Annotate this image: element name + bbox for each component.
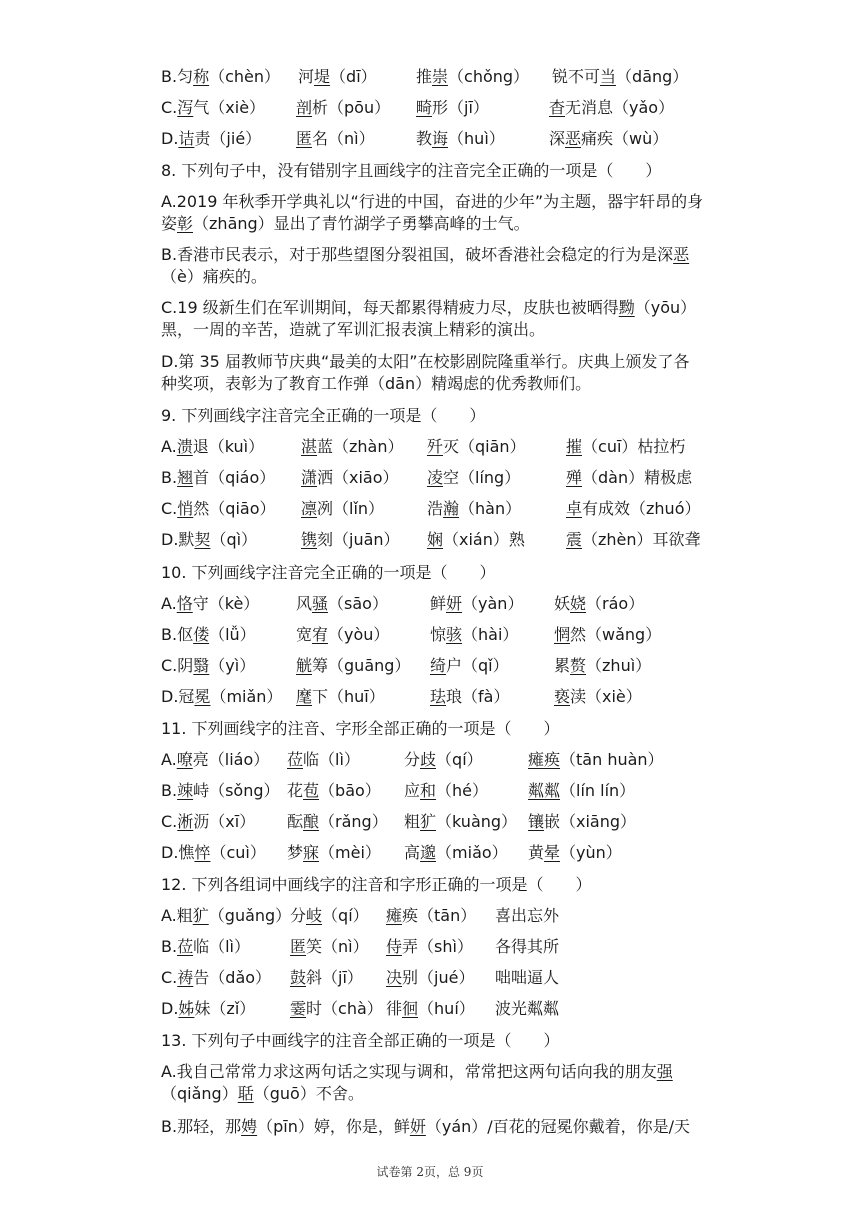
q7-option-c-item-2: 剖析（pōu） <box>296 98 391 117</box>
q7-option-d-item-2: 匿名（nì） <box>296 129 375 148</box>
q11-option-c-item-4: 镶嵌（xiāng） <box>528 812 637 831</box>
q11-option-a-item-4: 瘫痪（tān huàn） <box>528 750 664 769</box>
q11-option-d-item-2: 梦寐（mèi） <box>287 843 381 862</box>
q11-option-b-item-3: 应和（hé） <box>404 781 489 800</box>
q12-option-b-item-1: B.莅临（lì） <box>161 937 250 956</box>
q12-option-b-item-3: 侍弄（shì） <box>386 937 473 956</box>
q8-option-d-line1: D.第 35 届教师节庆典“最美的太阳”在校影剧院隆重举行。庆典上颁发了各 <box>161 352 690 371</box>
q12-option-c-item-4: 咄咄逼人 <box>495 968 560 987</box>
q12-option-c-item-2: 鼓斜（jī） <box>290 968 363 987</box>
q9-option-a-item-3: 歼灭（qiān） <box>427 437 526 456</box>
q9-option-b-item-3: 凌空（líng） <box>427 468 521 487</box>
q12-option-b-item-2: 匿笑（nì） <box>290 937 369 956</box>
q12-option-d-item-4: 波光粼粼 <box>495 999 560 1018</box>
q7-option-b-item-1: B.匀称（chèn） <box>161 67 281 86</box>
q12-option-a-item-2: 分岐（qí） <box>290 906 369 925</box>
q12-option-d-item-3: 徘徊（huí） <box>386 999 475 1018</box>
q10-option-b-item-4: 惘然（wǎng） <box>554 625 662 644</box>
q10-option-b-item-2: 宽宥（yòu） <box>296 625 390 644</box>
q7-option-d-item-3: 教诲（huì） <box>416 129 505 148</box>
q11-option-d-item-3: 高邈（miǎo） <box>404 843 508 862</box>
q9-option-b-item-1: B.翘首（qiáo） <box>161 468 276 487</box>
q13-option-a-line2: （qiǎng）聒（guō）不舍。 <box>161 1084 364 1103</box>
q9-option-d-item-1: D.默契（qì） <box>161 530 258 549</box>
q9-option-d-item-3: 娴（xián）熟 <box>427 530 525 549</box>
q9-option-a-item-2: 湛蓝（zhàn） <box>301 437 404 456</box>
q10-option-c-item-2: 觥筹（guāng） <box>296 656 411 675</box>
q9-stem: 9. 下列画线字注音完全正确的一项是（ ） <box>161 406 486 425</box>
q11-option-b-item-1: B.竦峙（sǒng） <box>161 781 280 800</box>
q9-option-c-item-1: C.悄然（qiāo） <box>161 499 276 518</box>
q11-option-a-item-2: 莅临（lì） <box>287 750 360 769</box>
q7-option-c-item-4: 杳无消息（yǎo） <box>549 98 675 117</box>
q10-option-a-item-1: A.恪守（kè） <box>161 594 260 613</box>
q13-option-b-line1: B.那轻，那娉（pīn）婷，你是，鲜妍（yán）/百花的冠冕你戴着，你是/天 <box>161 1117 691 1136</box>
q11-option-d-item-1: D.憔悴（cuì） <box>161 843 266 862</box>
q9-option-c-item-2: 凛冽（lǐn） <box>301 499 385 518</box>
q10-option-b-item-3: 惊骇（hài） <box>430 625 519 644</box>
q9-option-b-item-4: 殚（dàn）精极虑 <box>566 468 693 487</box>
q11-option-a-item-1: A.嘹亮（liáo） <box>161 750 270 769</box>
q10-option-d-item-2: 麾下（huī） <box>296 687 385 706</box>
q12-stem: 12. 下列各组词中画线字的注音和字形正确的一项是（ ） <box>161 875 592 894</box>
q8-option-c-line2: 黑，一周的辛苦，造就了军训汇报表演上精彩的演出。 <box>161 320 546 339</box>
q11-stem: 11. 下列画线字的注音、字形全部正确的一项是（ ） <box>161 719 560 738</box>
q11-option-c-item-3: 粗犷（kuàng） <box>404 812 518 831</box>
q7-option-b-item-3: 推崇（chǒng） <box>416 67 530 86</box>
q8-option-b-line2: （è）痛疾的。 <box>161 267 267 286</box>
q12-option-d-item-1: D.姊妹（zǐ） <box>161 999 256 1018</box>
q10-stem: 10. 下列画线字注音完全正确的一项是（ ） <box>161 563 496 582</box>
q7-option-d-item-4: 深恶痛疾（wù） <box>549 129 669 148</box>
q12-option-a-item-4: 喜出忘外 <box>495 906 560 925</box>
q7-option-d-item-1: D.诘责（jié） <box>161 129 262 148</box>
q8-option-d-line2: 种奖项，表彰为了教育工作弹（dān）精竭虑的优秀教师们。 <box>161 374 592 393</box>
q9-option-c-item-4: 卓有成效（zhuó） <box>566 499 701 518</box>
q8-option-a-line2: 姿彰（zhāng）显出了青竹湖学子勇攀高峰的士气。 <box>161 214 530 233</box>
q9-option-a-item-1: A.溃退（kuì） <box>161 437 265 456</box>
q12-option-b-item-4: 各得其所 <box>495 937 560 956</box>
q7-option-c-item-3: 畸形（jī） <box>416 98 489 117</box>
q10-option-c-item-1: C.阴翳（yì） <box>161 656 256 675</box>
q10-option-c-item-4: 累赘（zhuì） <box>554 656 652 675</box>
q8-option-c-line1: C.19 级新生们在军训期间，每天都累得精疲力尽，皮肤也被晒得黝（yōu） <box>161 298 697 317</box>
q11-option-b-item-2: 花苞（bāo） <box>287 781 381 800</box>
q8-option-b-line1: B.香港市民表示，对于那些望图分裂祖国，破坏香港社会稳定的行为是深恶 <box>161 245 690 264</box>
q9-option-d-item-4: 震（zhèn）耳欲聋 <box>566 530 701 549</box>
q11-option-c-item-1: C.淅沥（xī） <box>161 812 256 831</box>
q10-option-d-item-1: D.冠冕（miǎn） <box>161 687 283 706</box>
q12-option-a-item-1: A.粗犷（guǎng） <box>161 906 292 925</box>
q9-option-d-item-2: 镌刻（juān） <box>301 530 400 549</box>
q7-option-b-item-4: 锐不可当（dāng） <box>552 67 689 86</box>
q13-option-a-line1: A.我自己常常力求这两句话之实现与调和，常常把这两句话向我的朋友强 <box>161 1062 673 1081</box>
q12-option-c-item-1: C.祷告（dǎo） <box>161 968 272 987</box>
q12-option-c-item-3: 决别（jué） <box>386 968 475 987</box>
q11-option-b-item-4: 粼粼（lín lín） <box>528 781 636 800</box>
q12-option-a-item-3: 瘫痪（tān） <box>386 906 477 925</box>
q7-option-c-item-1: C.泻气（xiè） <box>161 98 266 117</box>
q10-option-c-item-3: 绮户（qǐ） <box>430 656 509 675</box>
q11-option-a-item-3: 分歧（qí） <box>404 750 483 769</box>
q9-option-a-item-4: 摧（cuī）枯拉朽 <box>566 437 686 456</box>
page-footer: 试卷第 2页，总 9页 <box>376 1165 484 1179</box>
q10-option-a-item-3: 鲜妍（yàn） <box>430 594 524 613</box>
q10-option-b-item-1: B.伛偻（lǚ） <box>161 625 256 644</box>
q10-option-d-item-4: 亵渎（xiè） <box>554 687 642 706</box>
q7-option-b-item-2: 河堤（dī） <box>298 67 377 86</box>
q10-option-d-item-3: 珐琅（fà） <box>430 687 510 706</box>
q10-option-a-item-4: 妖娆（ráo） <box>554 594 645 613</box>
q10-option-a-item-2: 风骚（sāo） <box>296 594 388 613</box>
q12-option-d-item-2: 霎时（chà） <box>290 999 383 1018</box>
q13-stem: 13. 下列句子中画线字的注音全部正确的一项是（ ） <box>161 1031 560 1050</box>
q11-option-d-item-4: 黄晕（yùn） <box>528 843 622 862</box>
q9-option-c-item-3: 浩瀚（hàn） <box>427 499 522 518</box>
q11-option-c-item-2: 酝酿（rǎng） <box>287 812 388 831</box>
q9-option-b-item-2: 潇洒（xiāo） <box>301 468 399 487</box>
q8-stem: 8. 下列句子中，没有错别字且画线字的注音完全正确的一项是（ ） <box>161 161 662 180</box>
q8-option-a-line1: A.2019 年秋季开学典礼以“行进的中国，奋进的少年”为主题，器宇轩昂的身 <box>161 192 704 211</box>
